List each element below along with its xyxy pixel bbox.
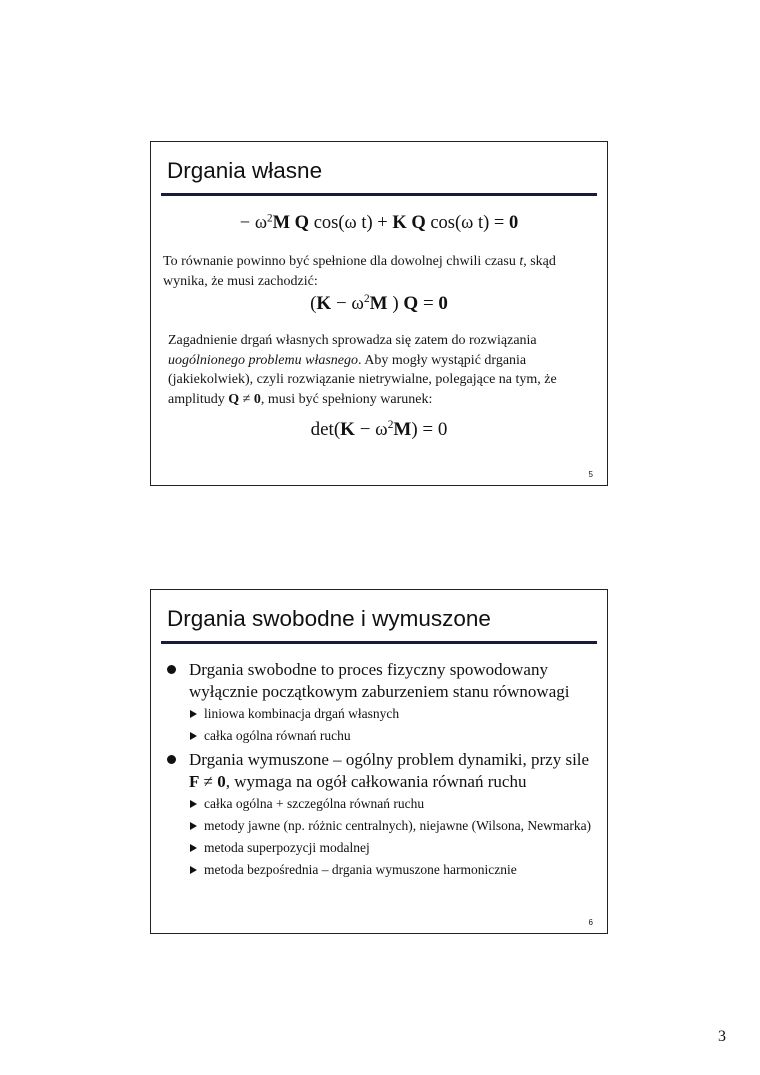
eq-exponent: 2 bbox=[387, 419, 394, 432]
sub-list bbox=[189, 795, 597, 879]
eq-term: K bbox=[316, 293, 332, 314]
sub-item bbox=[189, 795, 597, 813]
sub-item bbox=[189, 839, 597, 857]
bullet-text: Drgania swobodne to proces fizyczny spowodowany wyłącznie początkowym zaburzeniem stanu równowagi bbox=[189, 660, 570, 701]
triangle-bullet-icon bbox=[190, 710, 197, 718]
eq-exponent: 2 bbox=[267, 212, 273, 225]
sub-item-text: metoda bezpośrednia – drgania wymuszone harmonicznie bbox=[204, 862, 517, 877]
sub-item-text: metoda superpozycji modalnej bbox=[204, 840, 370, 855]
bullet-text: , wymaga na ogół całkowania równań ruchu bbox=[225, 771, 527, 791]
symbol: ≠ bbox=[239, 391, 254, 407]
triangle-bullet-icon bbox=[190, 800, 197, 808]
equation-motion bbox=[151, 213, 607, 234]
symbol: 0 bbox=[217, 771, 226, 791]
sub-item bbox=[189, 705, 597, 723]
eq-exponent: 2 bbox=[363, 293, 370, 306]
triangle-bullet-icon bbox=[190, 822, 197, 830]
eq-term: ( bbox=[310, 293, 317, 314]
text: To równanie powinno być spełnione dla dowolnej chwili czasu bbox=[163, 254, 520, 269]
eq-term: − ω bbox=[331, 293, 364, 314]
text: , skąd wynika, że musi zachodzić: bbox=[163, 254, 556, 289]
sub-item bbox=[189, 727, 597, 745]
text: Zagadnienie drgań własnych sprowadza się zatem do rozwiązania bbox=[168, 333, 537, 348]
page-number: 3 bbox=[718, 1028, 726, 1045]
sub-item-text: metody jawne (np. różnic centralnych), niejawne (Wilsona, Newmarka) bbox=[204, 818, 592, 833]
text: , musi być spełniony warunek: bbox=[260, 391, 433, 407]
slide-number: 5 bbox=[588, 470, 593, 479]
paragraph bbox=[168, 331, 597, 409]
title-divider bbox=[161, 641, 597, 644]
slide-title: Drgania własne bbox=[167, 158, 323, 183]
slide-title: Drgania swobodne i wymuszone bbox=[167, 606, 491, 631]
eq-term: cos(ω t) = bbox=[425, 213, 509, 233]
triangle-bullet-icon bbox=[190, 732, 197, 740]
sub-item bbox=[189, 817, 597, 835]
eq-term: K Q bbox=[392, 213, 426, 233]
eq-term: M bbox=[369, 293, 388, 314]
italic-text: uogólnionego problemu własnego bbox=[168, 352, 359, 368]
eq-term: − ω bbox=[354, 419, 388, 440]
sub-item-text: całka ogólna równań ruchu bbox=[204, 728, 351, 743]
equation-eigen bbox=[151, 293, 607, 315]
eq-term: ) = 0 bbox=[411, 419, 448, 440]
sub-item bbox=[189, 861, 597, 879]
bullet-list bbox=[165, 659, 597, 883]
bullet-item bbox=[165, 749, 597, 879]
bullet-dot-icon bbox=[167, 755, 176, 764]
sub-item-text: liniowa kombinacja drgań własnych bbox=[204, 706, 400, 721]
eq-term: 0 bbox=[508, 213, 519, 233]
sub-item-text: całka ogólna + szczególna równań ruchu bbox=[204, 796, 425, 811]
symbol: F bbox=[189, 771, 200, 791]
bullet-text: Drgania wymuszone – ogólny problem dynamiki, przy sile bbox=[189, 750, 590, 769]
sub-list bbox=[189, 705, 597, 745]
eq-term: cos(ω t) + bbox=[309, 213, 393, 233]
eq-term: K bbox=[340, 419, 355, 440]
title-divider bbox=[161, 193, 597, 196]
slide-drgania-swobodne bbox=[150, 589, 608, 934]
eq-term: ) bbox=[387, 293, 399, 314]
symbol: ≠ bbox=[199, 771, 218, 791]
paragraph bbox=[163, 252, 597, 291]
equation-determinant bbox=[151, 419, 607, 441]
eq-term: det( bbox=[310, 419, 341, 440]
symbol: 0 bbox=[253, 391, 261, 407]
bullet-dot-icon bbox=[167, 665, 176, 674]
bullet-item bbox=[165, 659, 597, 745]
symbol: Q bbox=[228, 391, 240, 407]
eq-term: − ω bbox=[239, 213, 268, 233]
eq-term: M Q bbox=[272, 213, 310, 233]
triangle-bullet-icon bbox=[190, 866, 197, 874]
variable: t bbox=[519, 254, 524, 269]
eq-term: M bbox=[393, 419, 412, 440]
slide-number: 6 bbox=[588, 918, 593, 927]
triangle-bullet-icon bbox=[190, 844, 197, 852]
eq-term: 0 bbox=[438, 293, 448, 314]
eq-term: = bbox=[418, 293, 439, 314]
slide-drgania-wlasne bbox=[150, 141, 608, 486]
eq-term: Q bbox=[398, 293, 419, 314]
text: . Aby mogły wystąpić drgania (jakiekolwiek), czyli rozwiązanie nietrywialne, polegające na tym, że amplitudy bbox=[168, 352, 557, 407]
